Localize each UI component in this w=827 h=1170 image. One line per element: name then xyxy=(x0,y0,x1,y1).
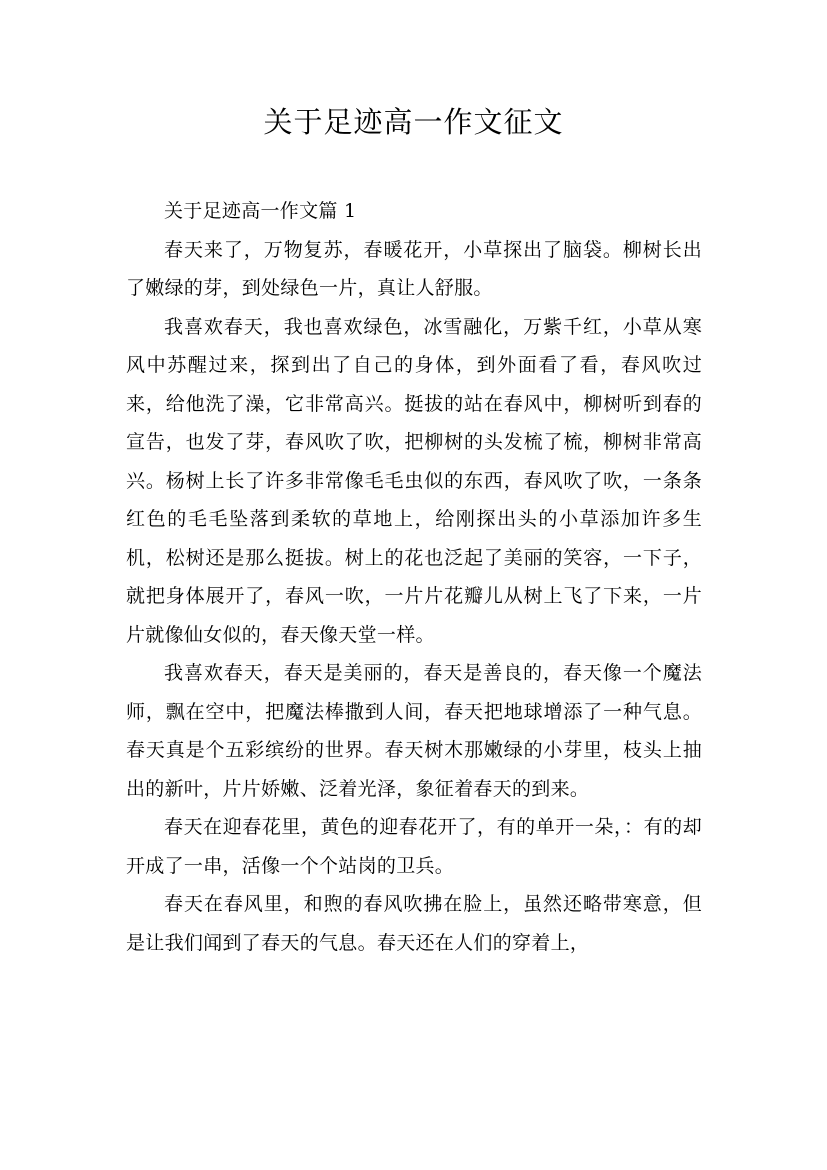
document-title: 关于足迹高一作文征文 xyxy=(263,105,564,139)
paragraph-5: 春天在春风里，和煦的春风吹拂在脸上，虽然还略带寒意，但是让我们闻到了春天的气息。春天还在人们的穿着上， xyxy=(126,893,702,954)
paragraph-2: 我喜欢春天，我也喜欢绿色，冰雪融化，万紫千红，小草从寒风中苏醒过来，探到出了自己的身体，到外面看了看，春风吹过来，给他洗了澡，它非常高兴。挺拔的站在春风中，柳树听到春的宣告，也发了芽，春风吹了吹，把柳树的头发梳了梳，柳树非常高兴。杨树上长了许多非常像毛毛虫似的东西，春风吹了吹，一条条红色的毛毛坠落到柔软的草地上，给刚探出头的小草添加许多生机，松树还是那么挺拔。树上的花也泛起了美丽的笑容，一下子，就把身体展开了，春风一吹，一片片花瓣儿从树上飞了下来，一片片就像仙女似的，春天像天堂一样。 xyxy=(126,315,702,646)
section-heading: 关于足迹高一作文篇 1 xyxy=(164,200,357,222)
paragraph-3: 我喜欢春天，春天是美丽的，春天是善良的，春天像一个魔法师，飘在空中，把魔法棒撒到人间，春天把地球增添了一种气息。春天真是个五彩缤纷的世界。春天树木那嫩绿的小芽里，枝头上抽出的新叶，片片娇嫩、泛着光泽，象征着春天的到来。 xyxy=(126,662,702,800)
document-body xyxy=(126,192,702,962)
paragraph-1: 春天来了，万物复苏，春暖花开，小草探出了脑袋。柳树长出了嫩绿的芽，到处绿色一片，真让人舒服。 xyxy=(126,238,702,299)
paragraph-4: 春天在迎春花里，黄色的迎春花开了，有的单开一朵，：有的却开成了一串，活像一个个站岗的卫兵。 xyxy=(126,816,702,877)
